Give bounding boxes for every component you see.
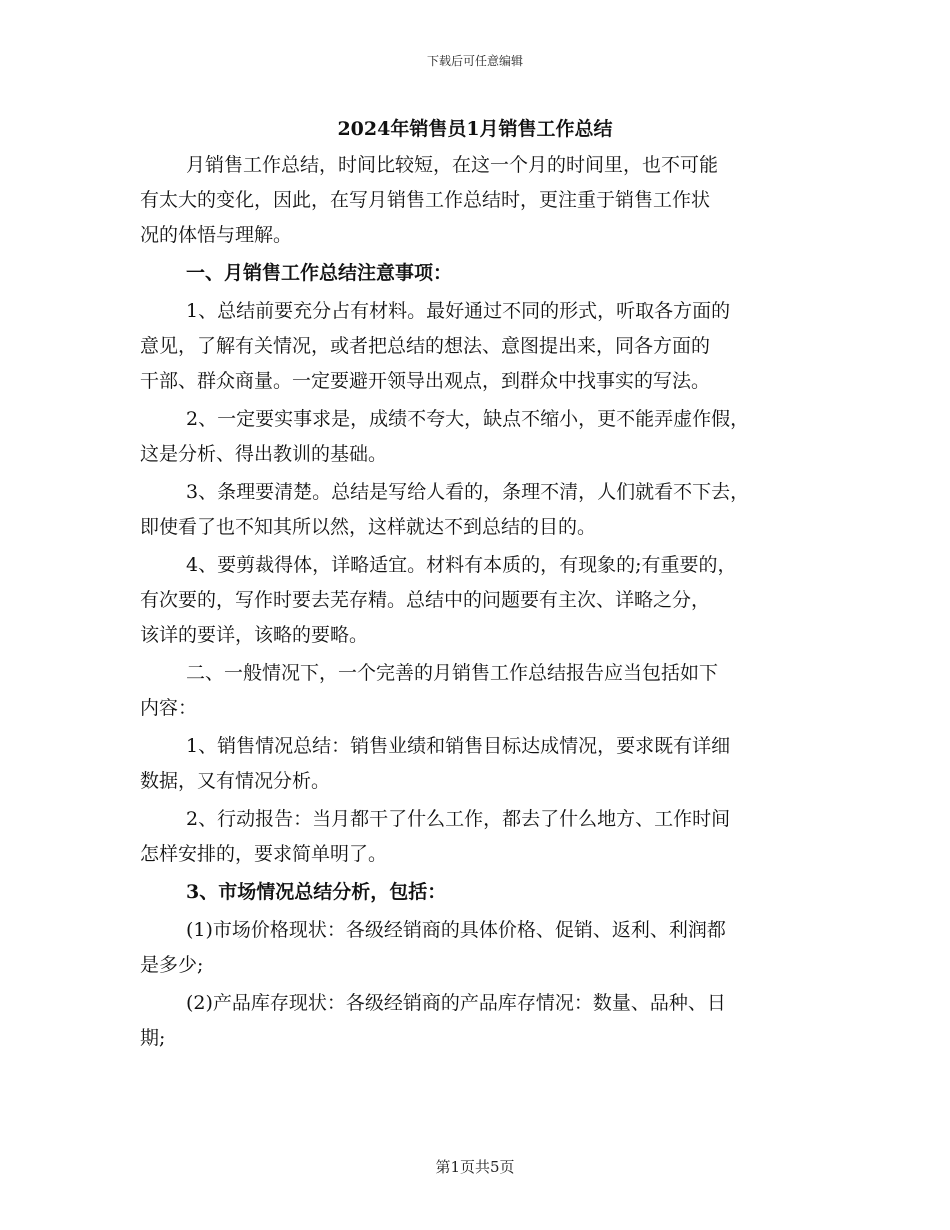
- paragraph-line: 这是分析、得出教训的基础。: [140, 443, 388, 465]
- paragraph-line: 是多少;: [140, 954, 204, 976]
- paragraph-line: 怎样安排的，要求简单明了。: [140, 843, 388, 865]
- paragraph-line: 3、条理要清楚。总结是写给人看的，条理不清，人们就看不下去，: [186, 481, 750, 503]
- paragraph-item-3: [140, 475, 815, 545]
- paragraph-line: (2)产品库存现状：各级经销商的产品库存情况：数量、品种、日: [186, 992, 726, 1014]
- paragraph-line: 内容：: [140, 697, 198, 719]
- heading-line: 一、月销售工作总结注意事项：: [186, 262, 453, 284]
- paragraph-line: 2、行动报告：当月都干了什么工作，都去了什么地方、工作时间: [186, 808, 731, 830]
- document-body: [140, 148, 815, 1059]
- document-title: 2024年销售员1月销售工作总结: [337, 118, 613, 140]
- paragraph-line: 即使看了也不知其所以然，这样就达不到总结的目的。: [140, 516, 597, 538]
- heading-line: 3、市场情况总结分析，包括：: [186, 881, 447, 903]
- paragraph-line: 数据，又有情况分析。: [140, 770, 331, 792]
- paragraph-content-2: [140, 802, 815, 872]
- paragraph-line: 二、一般情况下，一个完善的月销售工作总结报告应当包括如下: [186, 662, 719, 684]
- paragraph-line: 2、一定要实事求是，成绩不夸大，缺点不缩小，更不能弄虚作假，: [186, 408, 750, 430]
- paragraph-line: 况的体悟与理解。: [140, 224, 293, 246]
- paragraph-line: 1、销售情况总结：销售业绩和销售目标达成情况，要求既有详细: [186, 735, 731, 757]
- paragraph-line: 期;: [140, 1027, 166, 1049]
- paragraph-item-1: [140, 294, 815, 399]
- paragraph-line: 1、总结前要充分占有材料。最好通过不同的形式，听取各方面的: [186, 300, 731, 322]
- paragraph-line: 月销售工作总结，时间比较短，在这一个月的时间里，也不可能: [186, 154, 719, 176]
- section-heading-3: [140, 875, 815, 910]
- paragraph-item-4: [140, 548, 815, 653]
- header-note: 下载后可任意编辑: [426, 54, 523, 68]
- paragraph-market-1: [140, 913, 815, 983]
- paragraph-line: 干部、群众商量。一定要避开领导出观点，到群众中找事实的写法。: [140, 370, 711, 392]
- paragraph-line: 有次要的，写作时要去芜存精。总结中的问题要有主次、详略之分，: [140, 589, 711, 611]
- paragraph-item-2: [140, 402, 815, 472]
- paragraph-line: 该详的要详，该略的要略。: [140, 624, 369, 646]
- paragraph-line: (1)市场价格现状：各级经销商的具体价格、促销、返利、利润都: [186, 919, 726, 941]
- paragraph-line: 意见，了解有关情况，或者把总结的想法、意图提出来，同各方面的: [140, 335, 711, 357]
- paragraph-market-2: [140, 986, 815, 1056]
- paragraph-line: 4、要剪裁得体，详略适宜。材料有本质的，有现象的;有重要的，: [186, 554, 737, 576]
- page-footer: 第1页共5页: [435, 1158, 515, 1176]
- section-heading-1: [140, 256, 815, 291]
- paragraph-line: 有太大的变化，因此，在写月销售工作总结时，更注重于销售工作状: [140, 189, 711, 211]
- paragraph-intro: [140, 148, 815, 253]
- paragraph-content-1: [140, 729, 815, 799]
- section-heading-2: [140, 656, 815, 726]
